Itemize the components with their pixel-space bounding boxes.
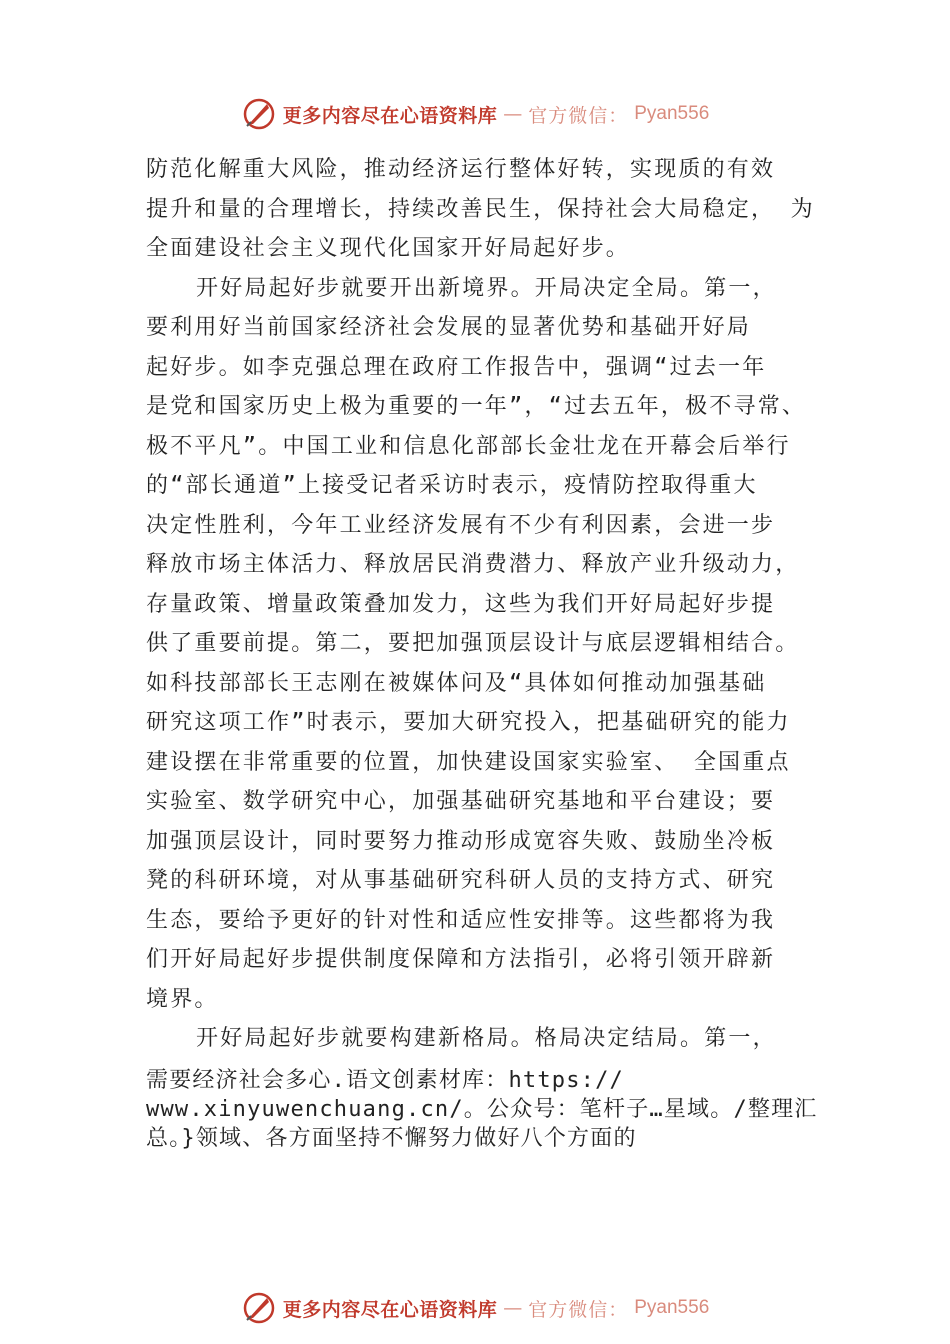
text-line: 研究这项工作”时表示，要加大研究投入，把基础研究的能力 (146, 710, 791, 735)
text-line: 防范化解重大风险，推动经济运行整体好转，实现质的有效 (146, 157, 776, 182)
tail-line: 需要经济社会多心.语文创素材库：https:// (146, 1068, 625, 1093)
quill-logo-icon (241, 1290, 277, 1326)
text-line: 们开好局起好步提供制度保障和方法指引，必将引领开辟新 (146, 947, 776, 972)
text-line: 提升和量的合理增长，持续改善民生，保持社会大局稳定， 为 (146, 196, 815, 222)
paragraph-start-line: 开好局起好步就要开出新境界。开局决定全局。第一， (196, 275, 777, 301)
banner-wechat-label: 官方微信： (528, 104, 629, 127)
banner-separator: — (503, 103, 523, 125)
text-line: 决定性胜利，今年工业经济发展有不少有利因素，会进一步 (146, 512, 776, 538)
text-line: 存量政策、增量政策叠加发力，这些为我们开好局起好步提 (146, 591, 776, 617)
banner-wechat-id: Pyan556 (634, 103, 710, 124)
banner-wechat-label: 官方微信： (528, 1298, 629, 1321)
text-line: 的“部长通道”上接受记者采访时表示，疫情防控取得重大 (146, 473, 758, 498)
text-line: 凳的科研环境，对从事基础研究科研人员的支持方式、研究 (146, 868, 776, 893)
document-tail (146, 1066, 826, 1153)
text-line: 建设摆在非常重要的位置，加快建设国家实验室、 全国重点 (146, 749, 791, 775)
paragraph-start-line: 开好局起好步就要构建新格局。格局决定结局。第一， (196, 1026, 777, 1051)
document-body (146, 150, 822, 1059)
text-line: 要利用好当前国家经济社会发展的显著优势和基础开好局 (146, 315, 752, 340)
text-line: 如科技部部长王志刚在被媒体问及“具体如何推动加强基础 (146, 670, 767, 696)
tail-line: 总。}领域、各方面坚持不懈努力做好八个方面的 (146, 1126, 637, 1151)
text-line: 加强顶层设计，同时要努力推动形成宽容失败、鼓励坐冷板 (146, 828, 776, 854)
text-line: 全面建设社会主义现代化国家开好局起好步。 (146, 236, 631, 261)
text-line: 是党和国家历史上极为重要的一年”，“过去五年，极不寻常、 (146, 394, 807, 419)
quill-logo-icon (241, 96, 277, 132)
text-line: 供了重要前提。第二，要把加强顶层设计与底层逻辑相结合。 (146, 631, 800, 656)
tail-line: www.xinyuwenchuang.cn/。公众号：笔杆子…星域。/整理汇 (146, 1097, 818, 1122)
footer-banner (0, 1286, 950, 1330)
text-line: 释放市场主体活力、释放居民消费潜力、释放产业升级动力， (146, 552, 800, 577)
banner-text: 更多内容尽在心语资料库 (282, 1298, 498, 1321)
banner-separator: — (503, 1297, 523, 1319)
text-line: 起好步。如李克强总理在政府工作报告中，强调“过去一年 (146, 354, 767, 380)
header-banner (0, 92, 950, 136)
text-line: 极不平凡”。中国工业和信息化部部长金壮龙在开幕会后举行 (146, 433, 791, 459)
text-line: 生态，要给予更好的针对性和适应性安排等。这些都将为我 (146, 907, 776, 933)
text-line: 境界。 (146, 986, 219, 1012)
banner-text: 更多内容尽在心语资料库 (282, 104, 498, 127)
banner-wechat-id: Pyan556 (634, 1297, 710, 1318)
text-line: 实验室、数学研究中心，加强基础研究基地和平台建设；要 (146, 789, 776, 814)
